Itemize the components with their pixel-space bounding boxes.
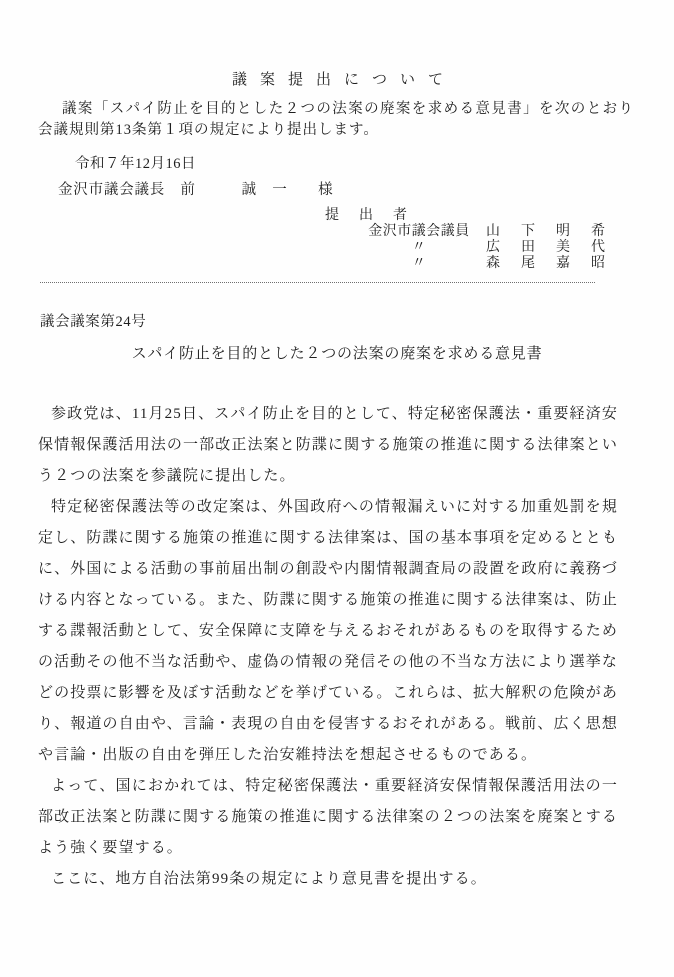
submitter-row [367,240,609,256]
submitter-row [367,224,609,240]
submitter-name: 山 下 明 希 [486,224,609,239]
opinion-body [38,399,618,895]
submission-date: 令和７年12月16日 [75,156,196,172]
bill-number: 議会議案第24号 [40,314,147,330]
submitter-role-ditto: 〃 [411,256,427,271]
opinion-title: スパイ防止を目的とした２つの法案の廃案を求める意見書 [131,346,543,362]
body-paragraph-4: ここに、地方自治法第99条の規定により意見書を提出する。 [51,871,487,887]
submitter-heading: 提 出 者 [325,208,410,223]
cover-title: 議 案 提 出 に つ い て [231,72,442,88]
submitter-name: 広 田 美 代 [486,240,609,255]
submitter-row [367,256,609,272]
body-paragraph-3: よって、国におかれては、特定秘密保護法・重要経済安保情報保護活用法の一部改正法案と防諜に関する施策の推進に関する法律案の２つの法案を廃案とするよう強く要望する。 [38,778,618,856]
submitter-role: 金沢市議会議員 [368,224,470,239]
submitter-role-ditto: 〃 [411,240,427,255]
body-paragraph-1: 参政党は、11月25日、スパイ防止を目的として、特定秘密保護法・重要経済安保情報保護活用法の一部改正法案と防諜に関する施策の推進に関する法律案という２つの法案を参議院に提出した。 [38,406,618,484]
dotted-divider [40,282,595,283]
addressee-line: 金沢市議会議長 前 誠 一 様 [58,182,334,198]
body-paragraph-2: 特定秘密保護法等の改定案は、外国政府への情報漏えいに対する加重処罰を規定し、防諜に関する施策の推進に関する法律案は、国の基本事項を定めるとともに、外国による活動の事前届出制の創設や内閣情報調査局の設置を政府に義務づける内容となっている。また、防諜に関する施策の推進に関する法律案は、防止する諜報活動として、安全保障に支障を与えるおそれがあるものを取得するための活動その他不当な活動や、虚偽の情報の発信その他の不当な方法により選挙などの投票に影響を及ぼす活動などを挙げている。これらは、拡大解釈の危険があり、報道の自由や、言論・表現の自由を侵害するおそれがある。戦前、広く思想や言論・出版の自由を弾圧した治安維持法を想起させるものである。 [38,499,618,763]
submitter-name: 森 尾 嘉 昭 [486,256,609,271]
submitter-block [325,208,609,272]
cover-intro-paragraph: 議案「スパイ防止を目的とした２つの法案の廃案を求める意見書」を次のとおり会議規則第13条第１項の規定により提出します。 [38,101,634,138]
